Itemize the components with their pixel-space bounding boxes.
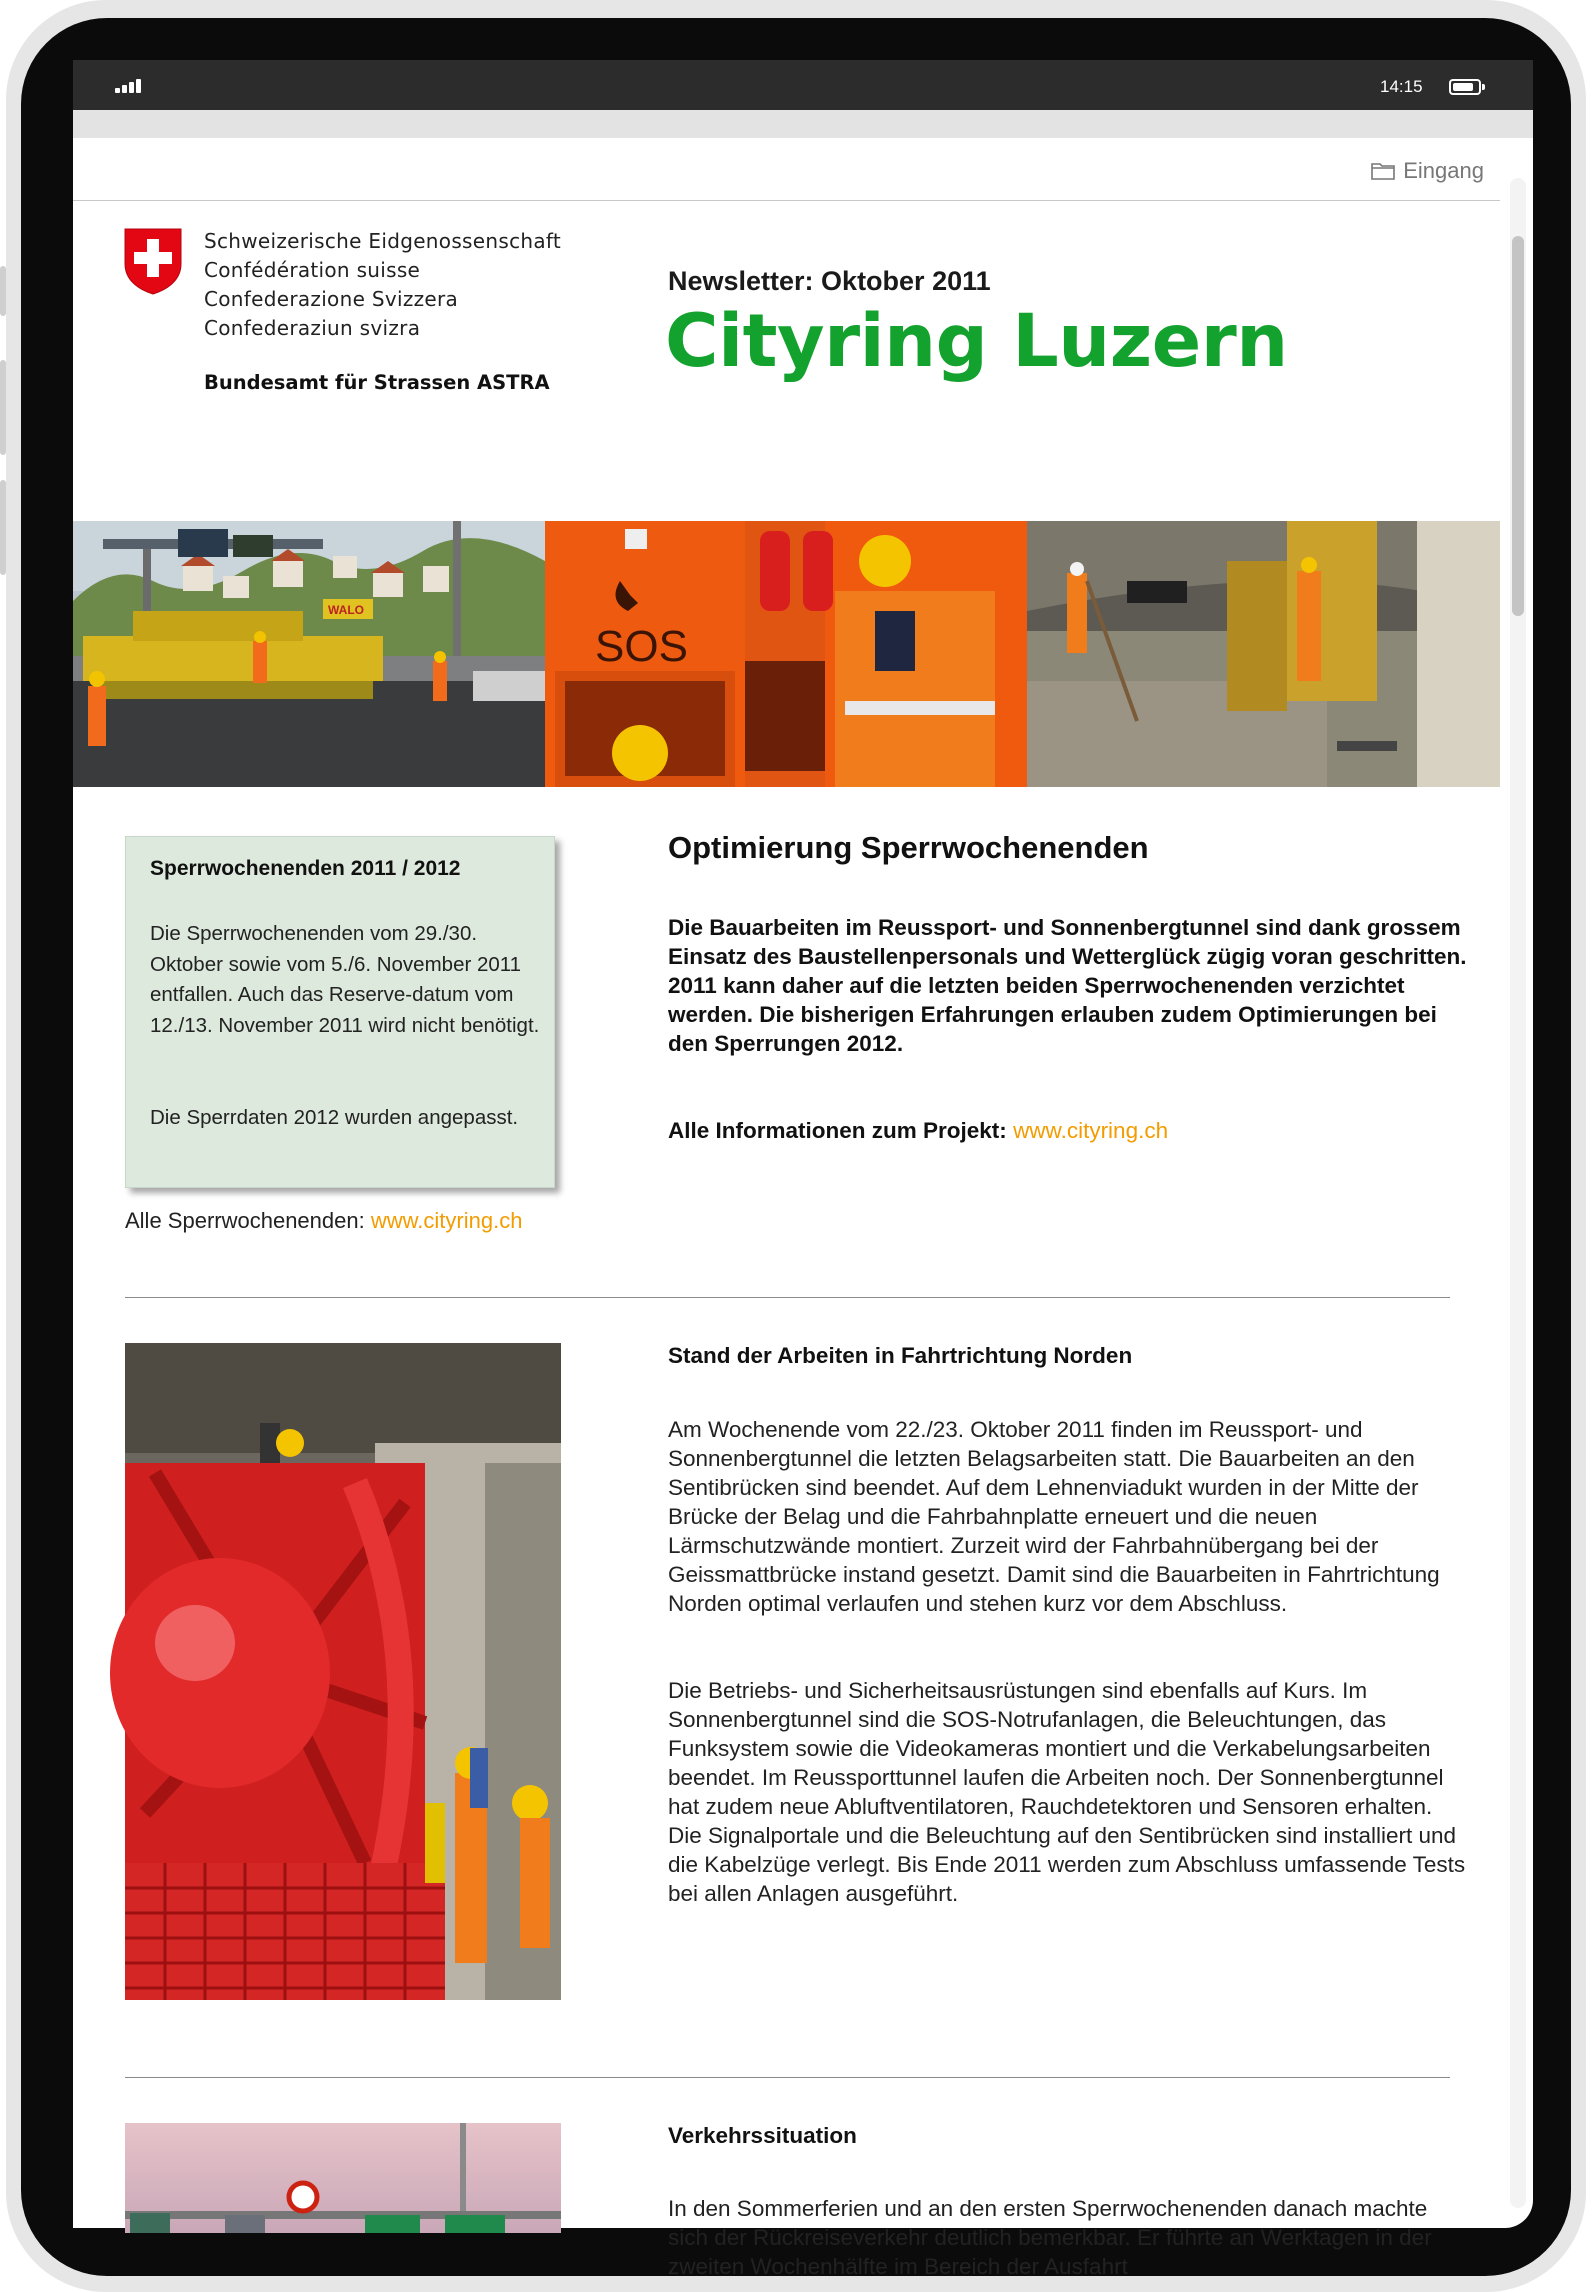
section-north-title: Stand der Arbeiten in Fahrtrichtung Norden [668,1343,1133,1368]
newsletter-label: Newsletter: Oktober 2011 [668,266,991,296]
banner-photo-roadworks [73,521,545,787]
banner-photo-tunnel-workers [1027,521,1500,787]
project-info-label: Alle Informationen zum Projekt: [668,1118,1007,1143]
confederation-line-de: Schweizerische Eidgenossenschaft [204,229,562,253]
inbox-folder-label: Eingang [1403,158,1484,183]
office-name: Bundesamt für Strassen ASTRA [204,371,550,394]
signal-icon [115,78,145,93]
section-north-paragraph: Die Betriebs- und Sicherheitsausrüstungen sind ebenfalls auf Kurs. Im Sonnenbergtunnel sind die SOS-Notrufanlagen, die Beleuchtungen, das Funksystem sowie die Videokameras montiert und die Verkabelungsarbeiten beendet. Im Reussporttunnel laufen die Arbeiten noch. Der Sonnenbergtunnel hat zudem neue Abluftventilatoren, Rauchdetektoren und Sensoren erhalten. Die Signalportale und die Beleuchtung auf den Sentibrücken sind installiert und die Kabelzüge verlegt. Bis Ende 2011 werden zum Abschluss umfassende Tests bei allen Anlagen ausgeführt. [668,1678,1466,1906]
banner-photo-sos-cabinet [545,521,1027,787]
all-weekends-label: Alle Sperrwochenenden: [125,1208,365,1233]
confederation-line-fr: Confédération suisse [204,258,421,282]
status-bar [73,60,1533,110]
scrollbar[interactable] [1510,178,1526,2208]
banner-sos-text: SOS [595,622,688,671]
section-divider [125,2077,1450,2078]
banner-photos [73,521,1500,787]
battery-icon [1449,79,1481,95]
project-info-line [668,1118,1168,1144]
power-button [0,480,6,575]
section-traffic-paragraph: In den Sommerferien und an den ersten Sperrwochenenden danach machte sich der Rückreiseverkehr deutlich bemerkbar. Er führte an Werktagen in der zweiten Wochenhälfte im Bereich der Ausfahrt [668,2196,1432,2279]
confederation-line-it: Confederazione Svizzera [204,287,459,311]
banner-truck-text: WALO [328,603,364,617]
sidebar-info-box [125,836,555,1188]
folder-icon [1371,162,1395,180]
section-traffic-title: Verkehrssituation [668,2123,857,2148]
toolbar-band [73,110,1533,138]
section-north-paragraph: Am Wochenende vom 22./23. Oktober 2011 finden im Reussport- und Sonnenbergtunnel die letzten Belagsarbeiten statt. Die Bauarbeiten an den Sentibrücken sind beendet. Auf dem Lehnenviadukt wurden in der Mitte der Brücke der Belag und die Fahrbahnplatte erneuert und die neuen Lärmschutzwände montiert. Zurzeit wird der Fahrbahnübergang bei der Geissmattbrücke instand gesetzt. Damit sind die Bauarbeiten in Fahrtrichtung Norden optimal verlaufen und stehen kurz vor dem Abschluss. [668,1417,1440,1616]
fan-photo [125,1343,561,2000]
volume-up-button [0,266,6,316]
article-title: Optimierung Sperrwochenenden [668,830,1149,865]
newsletter-content [73,201,1500,2279]
confederation-line-rm: Confederaziun svizra [204,316,421,340]
scrollbar-thumb[interactable] [1512,236,1524,616]
sidebar-box-paragraph: Die Sperrdaten 2012 wurden angepasst. [150,1106,519,1129]
all-weekends-link[interactable]: www.cityring.ch [370,1208,523,1233]
inbox-folder-button[interactable] [1371,158,1484,184]
article-lead: Die Bauarbeiten im Reussport- und Sonnenbergtunnel sind dank grossem Einsatz des Baustellenpersonals und Wetterglück zügig voran geschritten. 2011 kann daher auf die letzten beiden Sperrwochenenden verzichtet werden. Die bisherigen Erfahrungen erlauben zudem Optimierungen bei den Sperrungen 2012. [668,915,1467,1056]
screen [73,60,1533,2279]
swiss-coat-of-arms-icon [122,226,184,296]
section-divider [125,1297,1450,1298]
confederation-names [204,227,561,343]
status-time: 14:15 [1380,77,1423,96]
mail-header [73,138,1500,201]
volume-down-button [0,360,6,455]
project-info-link[interactable]: www.cityring.ch [1013,1118,1169,1143]
newsletter-title: Cityring Luzern [665,299,1288,384]
sidebar-box-title: Sperrwochenenden 2011 / 2012 [150,857,461,880]
traffic-photo [125,2123,561,2233]
sidebar-box-paragraph: Die Sperrwochenenden vom 29./30. Oktober sowie vom 5./6. November 2011 entfallen. Auch das Reserve-datum vom 12./13. November 2011 wird nicht benötigt. [150,922,540,1037]
all-weekends-line [125,1208,522,1234]
